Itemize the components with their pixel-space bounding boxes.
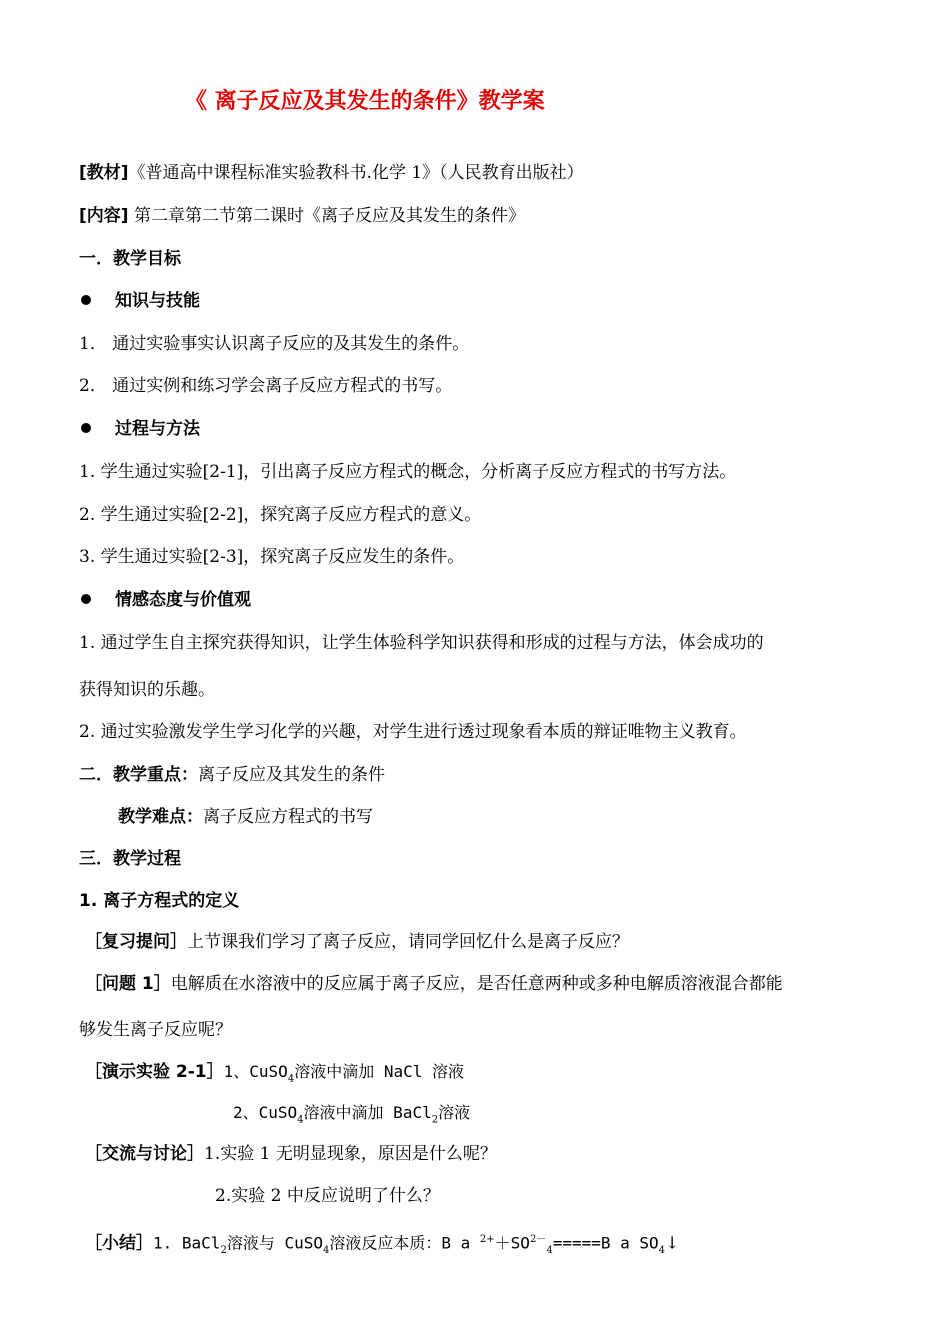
difficulty-text: 离子反应方程式的书写 xyxy=(203,807,373,827)
demo-line-2 xyxy=(233,1102,470,1131)
question-1-text: 电解质在水溶液中的反应属于离子反应，是否任意两种或多种电解质溶液混合都能 xyxy=(170,974,783,994)
question-1-line xyxy=(85,973,783,995)
demo-2-pre: 2、CuSO xyxy=(233,1103,298,1122)
material-label: [教材] xyxy=(79,163,129,183)
material-line xyxy=(79,162,584,184)
emotion-item-1-line-2: 获得知识的乐趣。 xyxy=(79,680,215,700)
summary-line xyxy=(85,1229,679,1262)
process-heading-line xyxy=(79,418,200,440)
process-item-3: 3. 学生通过实验[2-3]，探究离子反应发生的条件。 xyxy=(79,547,465,567)
key-point-text: 离子反应及其发生的条件 xyxy=(198,765,385,785)
summary-sup-2: 2－ xyxy=(529,1234,547,1245)
review-label: ［复习提问］ xyxy=(85,932,187,952)
summary-sub-1: 2 xyxy=(220,1245,227,1257)
summary-e: =====B a SO xyxy=(552,1233,659,1253)
knowledge-item-1: 1． 通过实验事实认识离子反应的及其发生的条件。 xyxy=(79,334,470,354)
question-1-line-2: 够发生离子反应呢？ xyxy=(79,1020,232,1040)
process-item-2: 2. 学生通过实验[2-2]，探究离子反应方程式的意义。 xyxy=(79,505,482,525)
section-3-heading: 三．教学过程 xyxy=(79,849,181,869)
difficulty-line xyxy=(118,806,373,828)
review-line xyxy=(85,931,629,953)
section-1-heading: 一．教学目标 xyxy=(79,249,181,269)
knowledge-item-2: 2． 通过实例和练习学会离子反应方程式的书写。 xyxy=(79,376,453,396)
demo-label: ［演示实验 2-1］ xyxy=(85,1062,224,1082)
emotion-item-2: 2. 通过实验激发学生学习化学的兴趣，对学生进行透过现象看本质的辩证唯物主义教育。 xyxy=(79,722,747,742)
summary-sub-2: 4 xyxy=(322,1245,330,1257)
page-title: 《 离子反应及其发生的条件》教学案 xyxy=(185,89,545,114)
discuss-2: 2.实验 2 中反应说明了什么？ xyxy=(215,1186,440,1206)
difficulty-label: 教学难点： xyxy=(118,807,203,827)
discuss-line-1 xyxy=(85,1143,497,1165)
demo-1-post: 溶液中滴加 NaCl 溶液 xyxy=(294,1062,464,1081)
process-item-1: 1. 学生通过实验[2-1]，引出离子反应方程式的概念，分析离子反应方程式的书写方法。 xyxy=(79,462,737,482)
question-1-label: ［问题 1］ xyxy=(85,974,171,994)
emotion-heading: 情感态度与价值观 xyxy=(115,590,251,610)
key-point-line xyxy=(79,764,385,786)
bullet-icon xyxy=(81,594,91,604)
key-point-label: 二．教学重点： xyxy=(79,765,198,785)
bullet-icon xyxy=(81,295,91,305)
demo-2-post: 溶液 xyxy=(438,1103,471,1122)
material-text: 《普通高中课程标准实验教科书.化学 1》（人民教育出版社） xyxy=(128,163,584,183)
emotion-item-1-line-1: 1. 通过学生自主探究获得知识，让学生体验科学知识获得和形成的过程与方法，体会成功的 xyxy=(79,633,764,653)
demo-2-sub: 4 xyxy=(297,1114,304,1126)
summary-sub-3: 4 xyxy=(546,1245,553,1257)
summary-label: ［小结］ xyxy=(85,1233,153,1254)
summary-sup-1: 2+ xyxy=(479,1234,495,1245)
summary-c: 溶液反应本质：B a xyxy=(329,1233,480,1253)
knowledge-heading-line xyxy=(79,290,200,312)
summary-b: 溶液与 CuSO xyxy=(226,1233,323,1253)
summary-d: ＋SO xyxy=(494,1233,530,1253)
demo-1-pre: 1、CuSO xyxy=(223,1062,288,1081)
content-line xyxy=(79,205,525,227)
discuss-label: ［交流与讨论］ xyxy=(85,1144,204,1164)
demo-2-sub-2: 2 xyxy=(431,1114,439,1126)
summary-a: 1. BaCl xyxy=(153,1233,221,1253)
review-text: 上节课我们学习了离子反应，请同学回忆什么是离子反应？ xyxy=(187,932,629,952)
content-label: [内容] xyxy=(79,206,129,226)
discuss-1: 1.实验 1 无明显现象，原因是什么呢？ xyxy=(204,1144,497,1164)
demo-2-mid: 溶液中滴加 BaCl xyxy=(303,1103,432,1122)
subsection-1-heading: 1. 离子方程式的定义 xyxy=(79,891,240,911)
emotion-heading-line xyxy=(79,589,251,611)
content-text: 第二章第二节第二课时《离子反应及其发生的条件》 xyxy=(128,206,525,226)
knowledge-heading: 知识与技能 xyxy=(115,291,200,311)
precipitate-arrow-icon: ↓ xyxy=(665,1233,680,1254)
demo-line-1 xyxy=(85,1061,464,1090)
demo-1-sub: 4 xyxy=(287,1073,295,1085)
summary-sub-4: 4 xyxy=(658,1245,666,1257)
process-heading: 过程与方法 xyxy=(115,419,200,439)
bullet-icon xyxy=(81,423,91,433)
